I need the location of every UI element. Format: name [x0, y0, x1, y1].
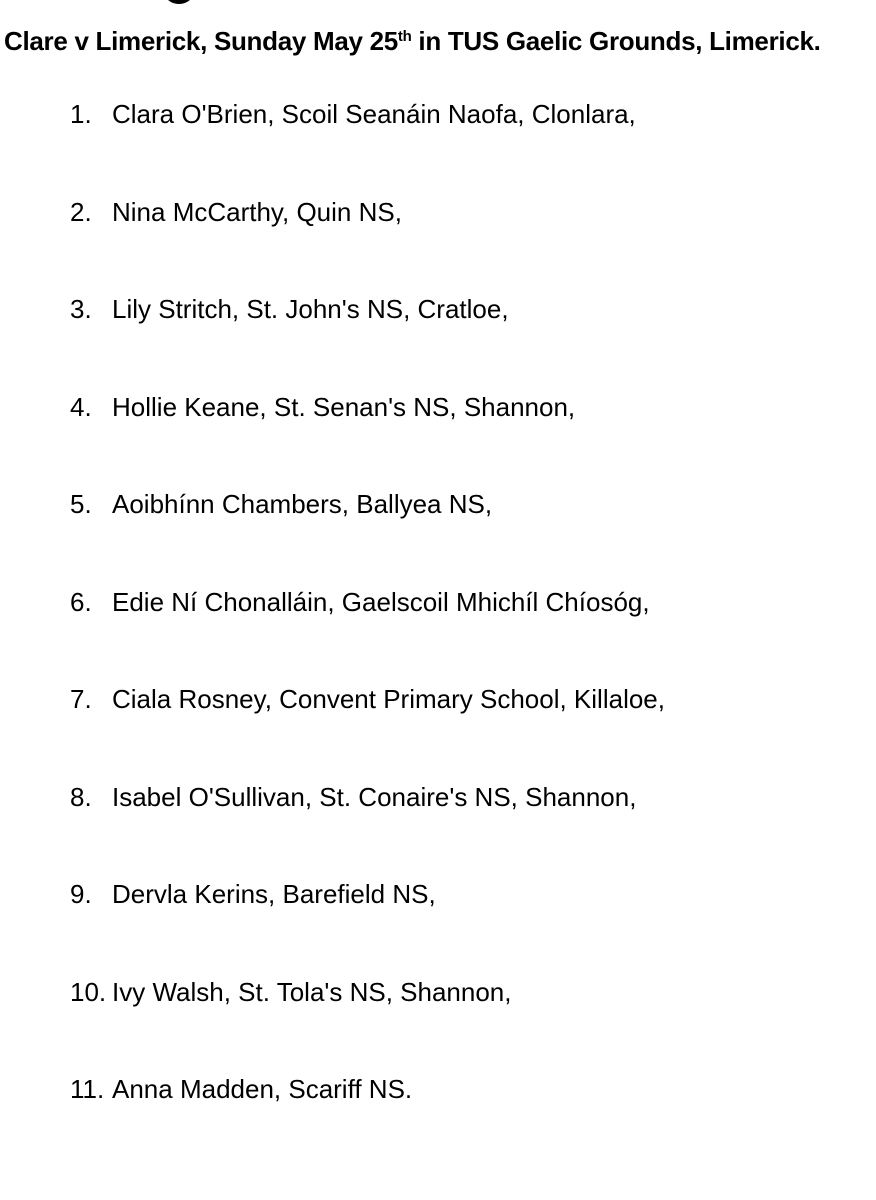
- heading-glyph-fragment: [162, 0, 196, 4]
- list-item: [70, 487, 492, 521]
- list-item-number: 10.: [70, 977, 107, 1007]
- list-item-text: Hollie Keane, St. Senan's NS, Shannon,: [112, 392, 576, 422]
- subtitle-prefix: Clare v Limerick, Sunday May 25: [4, 26, 398, 56]
- list-item-text: Isabel O'Sullivan, St. Conaire's NS, Shannon,: [112, 782, 637, 812]
- list-item: [70, 97, 636, 131]
- list-item-number: 1.: [70, 99, 92, 129]
- list-item-text: Dervla Kerins, Barefield NS,: [112, 879, 436, 909]
- list-item-number: 9.: [70, 879, 92, 909]
- list-item: [70, 877, 436, 911]
- subtitle-suffix: in TUS Gaelic Grounds, Limerick.: [411, 26, 821, 56]
- list-item-text: Edie Ní Chonalláin, Gaelscoil Mhichíl Chíosóg,: [112, 587, 650, 617]
- list-item: [70, 975, 511, 1009]
- list-item-number: 8.: [70, 782, 92, 812]
- list-item-text: Ciala Rosney, Convent Primary School, Killaloe,: [112, 684, 665, 714]
- list-item-number: 7.: [70, 684, 92, 714]
- list-item-text: Nina McCarthy, Quin NS,: [112, 197, 402, 227]
- list-item-text: Aoibhínn Chambers, Ballyea NS,: [112, 489, 493, 519]
- list-item: [70, 195, 402, 229]
- list-item: [70, 292, 509, 326]
- list-item: [70, 1072, 412, 1106]
- list-item-number: 5.: [70, 489, 92, 519]
- list-item-number: 2.: [70, 197, 92, 227]
- match-subtitle: [4, 24, 821, 58]
- list-item: [70, 682, 665, 716]
- subtitle-superscript: th: [397, 28, 412, 45]
- list-item-text: Anna Madden, Scariff NS.: [112, 1074, 413, 1104]
- list-item: [70, 390, 575, 424]
- list-item: [70, 585, 650, 619]
- list-item-number: 3.: [70, 294, 92, 324]
- list-item-number: 4.: [70, 392, 92, 422]
- list-item-number: 6.: [70, 587, 92, 617]
- list-item-text: Lily Stritch, St. John's NS, Cratloe,: [112, 294, 509, 324]
- list-item-text: Ivy Walsh, St. Tola's NS, Shannon,: [112, 977, 512, 1007]
- list-item-number: 11.: [70, 1074, 105, 1104]
- list-item: [70, 780, 636, 814]
- cropped-heading-fragment: [150, 0, 210, 10]
- list-item-text: Clara O'Brien, Scoil Seanáin Naofa, Clonlara,: [112, 99, 636, 129]
